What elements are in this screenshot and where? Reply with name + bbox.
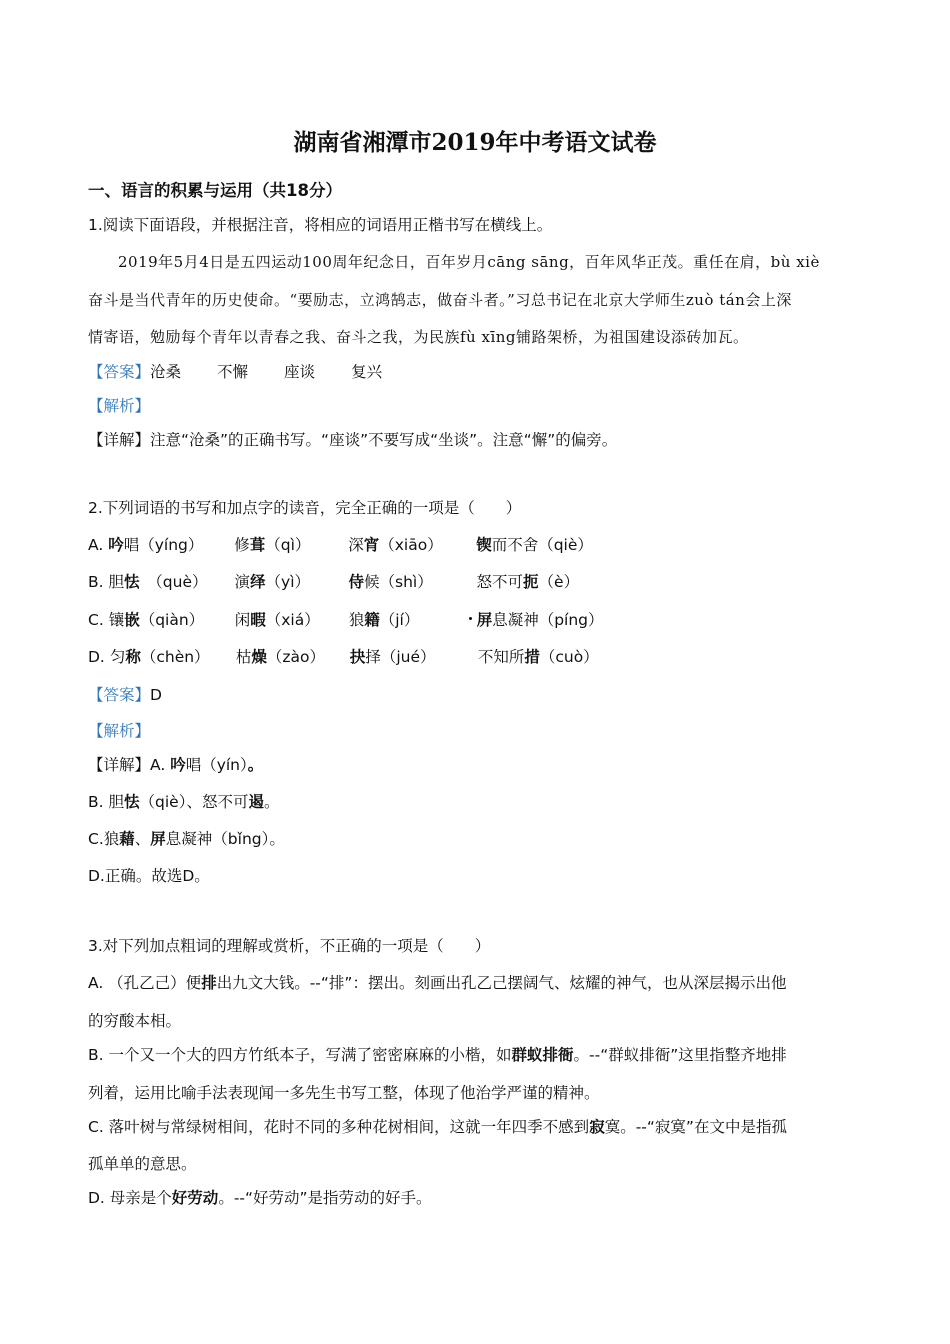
option-item: 镶嵌（qiàn） bbox=[108, 611, 205, 629]
option-item: 匀称（chèn） bbox=[109, 648, 210, 666]
option-label: A. bbox=[88, 536, 104, 554]
answer-word: 沧桑 bbox=[150, 363, 182, 381]
option-item: 怒不可扼（è） bbox=[476, 573, 580, 591]
q2-detail-line-4: D.正确。故选D。 bbox=[88, 867, 210, 885]
q3-option-a-line-1: A. （孔乙己）便排出九文大钱。--“排”：摆出。刻画出孔乙己摆阔气、炫耀的神气，也从深层揭示出他 bbox=[88, 974, 787, 992]
answer-tag: 【答案】 bbox=[88, 363, 151, 381]
q3-option-c-line-1: C. 落叶树与常绿树相间，花时不同的多种花树相间，这就一年四季不感到寂寞。--“寂寞”在文中是指孤 bbox=[88, 1118, 787, 1136]
option-item: 吟唱（yíng） bbox=[108, 536, 204, 554]
q2-analysis-tag: 【解析】 bbox=[88, 722, 151, 740]
q1-detail: 【详解】注意“沧桑”的正确书写。“座谈”不要写成“坐谈”。注意“懈”的偏旁。 bbox=[88, 431, 618, 449]
q3-option-b-line-1: B. 一个又一个大的四方竹纸本子，写满了密密麻麻的小楷，如群蚁排衙。--“群蚁排衙”这里指整齐地排 bbox=[88, 1046, 787, 1064]
option-item: 侍候（shì） bbox=[348, 573, 433, 591]
option-item: 闲暇（xiá） bbox=[234, 611, 320, 629]
q2-detail-line-1: 【详解】A. 吟唱（yín）。 bbox=[88, 756, 264, 774]
q2-option-c bbox=[88, 609, 604, 631]
option-item: 胆怯 （què） bbox=[108, 573, 208, 591]
answer-word: 复兴 bbox=[351, 363, 383, 381]
option-item: 屏息凝神（píng） bbox=[477, 609, 604, 631]
q2-detail-line-3: C.狼藉、屏息凝神（bǐng）。 bbox=[88, 830, 285, 848]
q3-option-a-line-2: 的穷酸本相。 bbox=[88, 1012, 182, 1030]
q1-analysis-tag: 【解析】 bbox=[88, 397, 151, 415]
q3-option-c-line-2: 孤单单的意思。 bbox=[88, 1155, 197, 1173]
q2-answer bbox=[88, 684, 162, 706]
answer-choice: D bbox=[150, 686, 162, 704]
q1-para-line-2: 奋斗是当代青年的历史使命。“要励志，立鸿鹄志，做奋斗者。”习总书记在北京大学师生zuò tán会上深 bbox=[88, 291, 792, 309]
option-item: 锲而不舍（qiè） bbox=[476, 536, 593, 554]
answer-word: 座谈 bbox=[284, 363, 316, 381]
answer-word: 不懈 bbox=[217, 363, 249, 381]
option-item: 枯燥（zào） bbox=[235, 648, 325, 666]
q1-stem: 1.阅读下面语段，并根据注音，将相应的词语用正楷书写在横线上。 bbox=[88, 216, 553, 234]
option-item: 抉择（jué） bbox=[349, 648, 436, 666]
option-label: C. bbox=[88, 611, 104, 629]
q2-detail-line-2: B. 胆怯（qiè）、怒不可遏。 bbox=[88, 793, 280, 811]
q2-option-a bbox=[88, 534, 593, 556]
page-title: 湖南省湘潭市2019年中考语文试卷 bbox=[293, 129, 657, 156]
q1-answer bbox=[88, 361, 382, 383]
q3-option-d: D. 母亲是个好劳动。--“好劳动”是指劳动的好手。 bbox=[88, 1189, 432, 1207]
q2-stem: 2.下列词语的书写和加点字的读音，完全正确的一项是（ ） bbox=[88, 499, 522, 517]
q3-stem: 3.对下列加点粗词的理解或赏析，不正确的一项是（ ） bbox=[88, 937, 491, 955]
option-item: 狼籍（jí） bbox=[348, 611, 420, 629]
emphasis-dot bbox=[469, 617, 472, 620]
q1-para-line-3: 情寄语，勉励每个青年以青春之我、奋斗之我，为民族fù xīng铺路架桥，为祖国建设添砖加瓦。 bbox=[88, 328, 749, 346]
section-heading: 一、语言的积累与运用（共18分） bbox=[88, 181, 342, 200]
option-item: 不知所措（cuò） bbox=[477, 648, 599, 666]
option-item: 深宵（xiāo） bbox=[348, 536, 443, 554]
q1-para-line-1: 2019年5月4日是五四运动100周年纪念日，百年岁月cāng sāng，百年风华正茂。重任在肩，bù xiè bbox=[118, 253, 820, 271]
option-label: B. bbox=[88, 573, 104, 591]
q2-option-d bbox=[88, 646, 599, 668]
option-label: D. bbox=[88, 648, 105, 666]
answer-tag: 【答案】 bbox=[88, 686, 151, 704]
option-item: 演绎（yì） bbox=[234, 573, 311, 591]
option-item: 修葺（qì） bbox=[234, 536, 311, 554]
q2-option-b bbox=[88, 571, 579, 593]
q3-option-b-line-2: 列着，运用比喻手法表现闻一多先生书写工整，体现了他治学严谨的精神。 bbox=[88, 1084, 600, 1102]
